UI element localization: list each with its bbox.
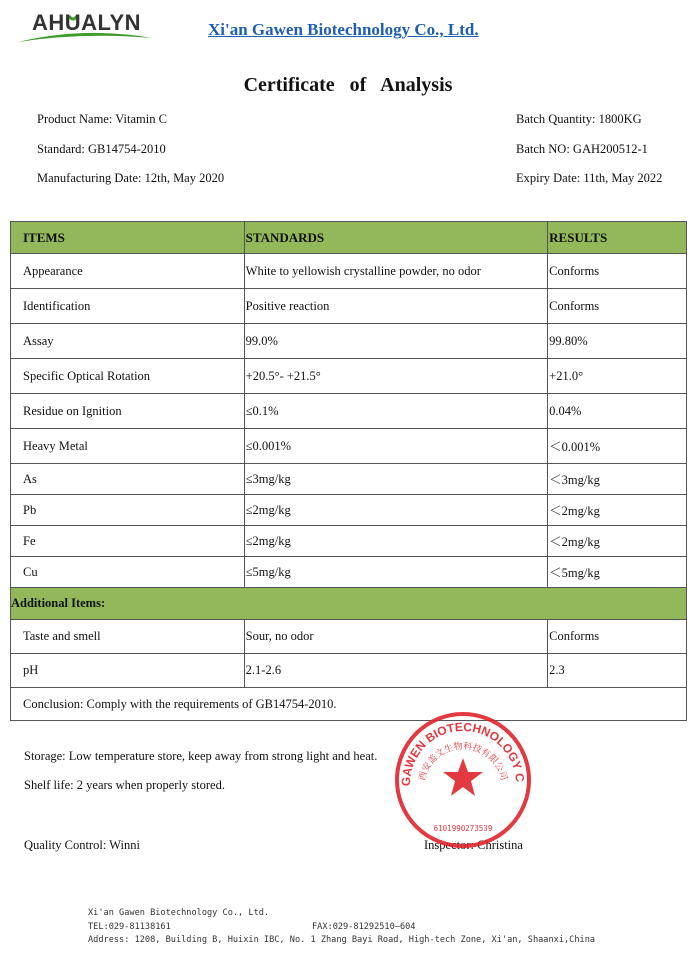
logo-text: AHUALYN [32, 10, 142, 35]
table-row [11, 557, 687, 588]
result-cell: ＜2mg/kg [548, 495, 687, 526]
item-cell: As [11, 464, 245, 495]
footer-address: Address: 1208, Building B, Huixin IBC, No. 1 Zhang Bayi Road, High-tech Zone, Xi'an, Shaanxi,China [88, 935, 596, 945]
result-cell: ＜2mg/kg [548, 526, 687, 557]
page-title: Certificate of Analysis [243, 74, 453, 96]
result-cell: ＜3mg/kg [548, 464, 687, 495]
item-cell: Residue on Ignition [11, 394, 245, 429]
analysis-table [10, 221, 687, 721]
company-seal [388, 708, 538, 848]
item-cell: pH [11, 654, 245, 688]
batch-number: Batch NO: GAH200512-1 [516, 142, 648, 156]
standard-cell: +20.5°- +21.5° [244, 359, 548, 394]
column-header-results: RESULTS [548, 222, 687, 254]
shelf-life-note: Shelf life: 2 years when properly stored. [24, 778, 225, 792]
standard-cell: ≤2mg/kg [244, 526, 548, 557]
standard-cell: 2.1-2.6 [244, 654, 548, 688]
table-row [11, 526, 687, 557]
result-cell: Conforms [548, 254, 687, 289]
standard: Standard: GB14754-2010 [37, 142, 166, 156]
manufacturing-date: Manufacturing Date: 12th, May 2020 [37, 171, 225, 185]
item-cell: Cu [11, 557, 245, 588]
conclusion-text: Conclusion: Comply with the requirements of GB14754-2010. [11, 688, 687, 721]
standard-cell: Positive reaction [244, 289, 548, 324]
item-cell: Identification [11, 289, 245, 324]
table-row [11, 464, 687, 495]
result-cell: 0.04% [548, 394, 687, 429]
standard-cell: ≤3mg/kg [244, 464, 548, 495]
item-cell: Fe [11, 526, 245, 557]
result-cell: 2.3 [548, 654, 687, 688]
item-cell: Taste and smell [11, 620, 245, 654]
table-row [11, 324, 687, 359]
quality-control-signature: Quality Control: Winni [24, 838, 140, 852]
additional-items-label: Additional Items: [11, 588, 687, 620]
seal-inner-text: 西安盖文生物科技有限公司 [417, 741, 509, 782]
company-logo [14, 8, 154, 48]
footer-tel: TEL:029-81138161 [88, 922, 171, 932]
item-cell: Pb [11, 495, 245, 526]
column-header-items: ITEMS [11, 222, 245, 254]
standard-cell: ≤0.001% [244, 429, 548, 464]
standard-cell: 99.0% [244, 324, 548, 359]
table-row [11, 394, 687, 429]
standard-cell: White to yellowish crystalline powder, no odor [244, 254, 548, 289]
product-name: Product Name: Vitamin C [37, 112, 167, 126]
seal-outer-text: GAWEN BIOTECHNOLOGY C [398, 719, 528, 787]
additional-items-row [11, 588, 687, 620]
column-header-standards: STANDARDS [244, 222, 548, 254]
inspector-signature: Inspector: Christina [424, 838, 523, 852]
table-row [11, 289, 687, 324]
table-header-row [11, 222, 687, 254]
item-cell: Heavy Metal [11, 429, 245, 464]
result-cell: Conforms [548, 620, 687, 654]
table-row [11, 620, 687, 654]
table-row [11, 359, 687, 394]
item-cell: Specific Optical Rotation [11, 359, 245, 394]
result-cell: 99.80% [548, 324, 687, 359]
expiry-date: Expiry Date: 11th, May 2022 [516, 171, 663, 185]
seal-star-icon [443, 758, 483, 796]
storage-note: Storage: Low temperature store, keep away from strong light and heat. [24, 749, 378, 763]
result-cell: ＜0.001% [548, 429, 687, 464]
table-row [11, 254, 687, 289]
standard-cell: ≤2mg/kg [244, 495, 548, 526]
batch-quantity: Batch Quantity: 1800KG [516, 112, 642, 126]
table-row [11, 495, 687, 526]
result-cell: ＜5mg/kg [548, 557, 687, 588]
table-row [11, 429, 687, 464]
seal-number: 6101990273539 [433, 824, 493, 833]
standard-cell: ≤0.1% [244, 394, 548, 429]
table-row [11, 654, 687, 688]
footer-fax: FAX:029-81292510—604 [312, 922, 416, 932]
seal-stamp-icon [388, 708, 538, 848]
footer-company: Xi'an Gawen Biotechnology Co., Ltd. [88, 908, 270, 918]
item-cell: Appearance [11, 254, 245, 289]
result-cell: Conforms [548, 289, 687, 324]
result-cell: +21.0° [548, 359, 687, 394]
standard-cell: ≤5mg/kg [244, 557, 548, 588]
conclusion-row [11, 688, 687, 721]
item-cell: Assay [11, 324, 245, 359]
company-name-link[interactable]: Xi'an Gawen Biotechnology Co., Ltd. [208, 20, 479, 39]
standard-cell: Sour, no odor [244, 620, 548, 654]
